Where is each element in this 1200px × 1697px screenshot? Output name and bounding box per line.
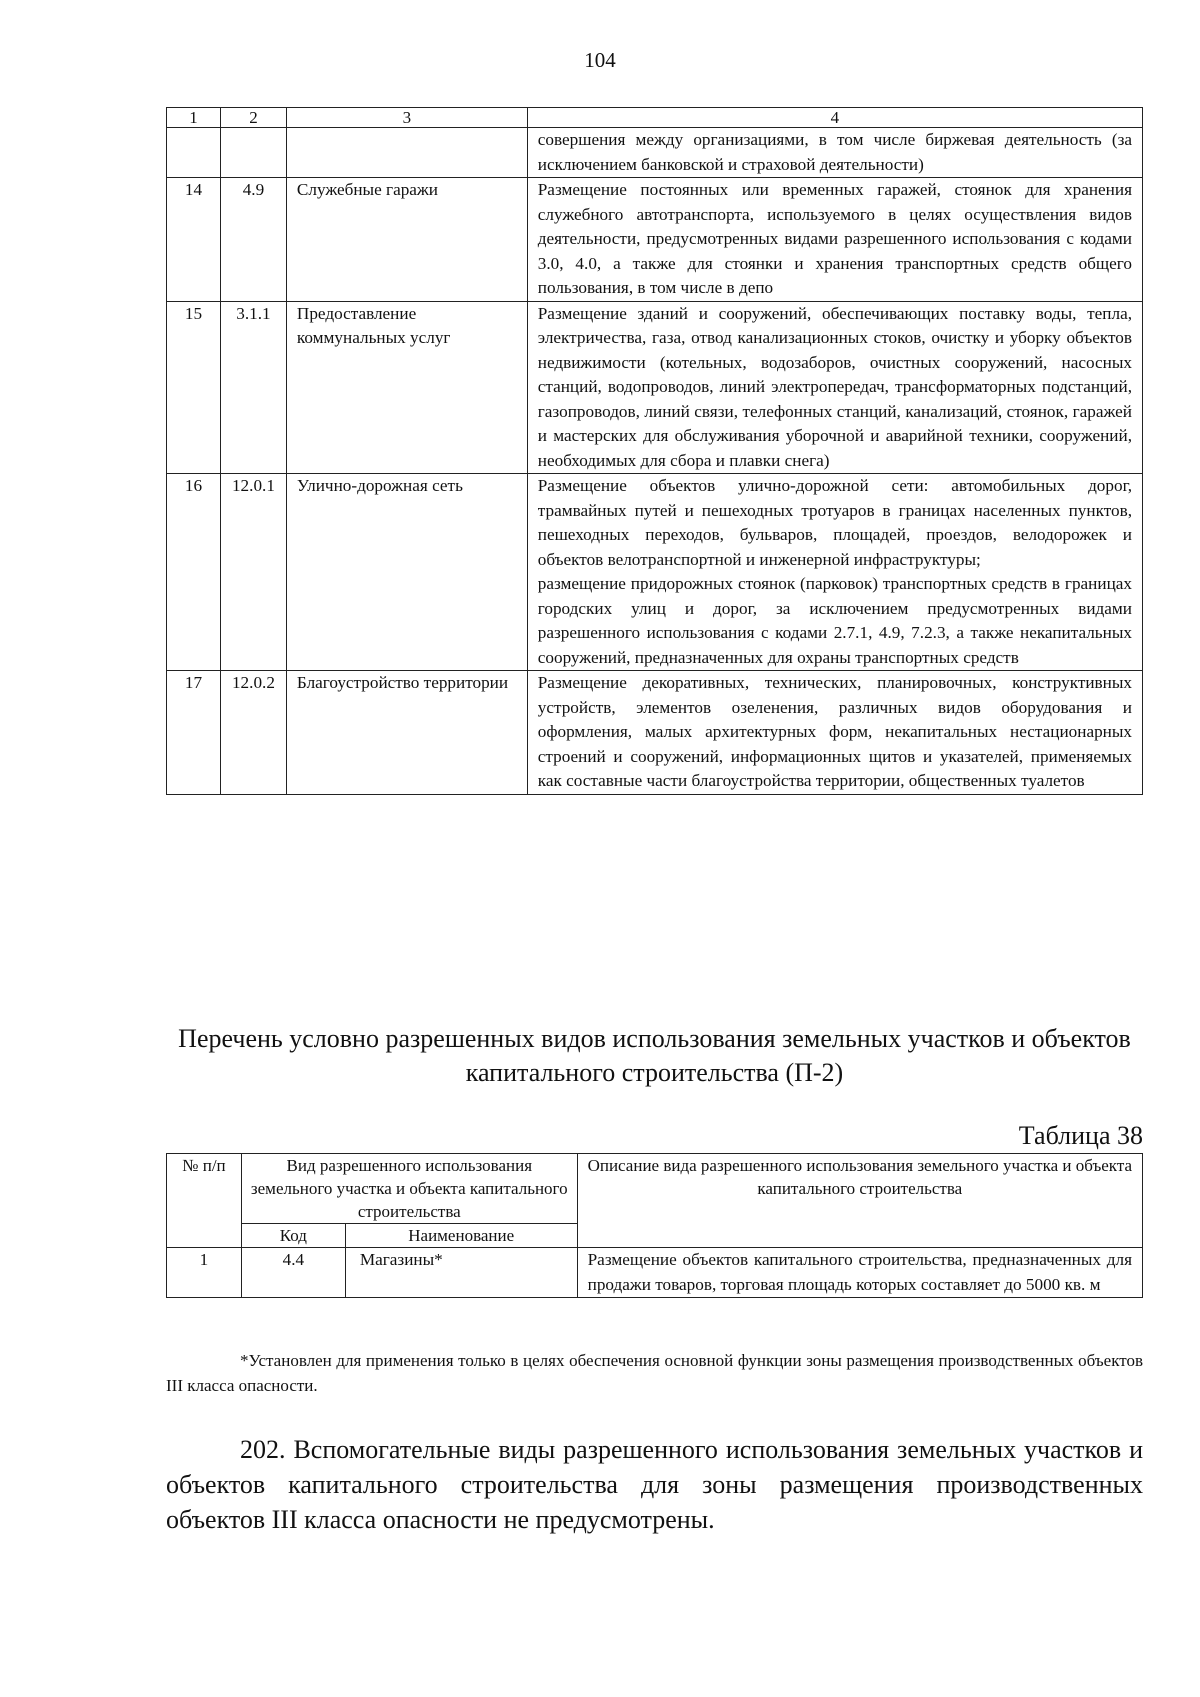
- row-description: [527, 474, 1142, 671]
- header-row: [167, 1154, 1143, 1224]
- header-number: № п/п: [167, 1154, 242, 1248]
- header-code: Код: [241, 1224, 345, 1248]
- header-name: Наименование: [345, 1224, 577, 1248]
- row-number: 14: [167, 178, 221, 302]
- row-code: 4.4: [241, 1248, 345, 1298]
- header-kind: Вид разрешенного использования земельного участка и объекта капитального строительства: [241, 1154, 577, 1224]
- column-number: 2: [220, 108, 286, 128]
- row-number: 16: [167, 474, 221, 671]
- description-text: размещение придорожных стоянок (парковок) транспортных средств в границах городских улиц и дорог, за исключением предусмотренных видами разрешенного использования с кодами 2.7.1, 4.9, 7.2.3, а также некапитальных сооружений, предназначенных для охраны транспортных средств: [537, 574, 1132, 667]
- table-row: [167, 301, 1143, 474]
- description-text: Размещение декоративных, технических, планировочных, конструктивных устройств, элементов озеленения, различных видов оборудования и оформления, малых архитектурных форм, некапитальных нестационарных строений и сооружений, информационных щитов и указателей, применяемых как составные части благоустройства территории, общественных туалетов: [537, 673, 1132, 790]
- description-text: совершения между организациями, в том числе биржевая деятельность (за исключением банковской и страховой деятельности): [537, 130, 1132, 174]
- row-description: [527, 178, 1142, 302]
- description-text: Размещение зданий и сооружений, обеспечивающих поставку воды, тепла, электричества, газа, отвод канализационных стоков, очистку и уборку объектов недвижимости (котельных, водозаборов, очистных сооружений, насосных станций, водопроводов, линий электропередач, трансформаторных подстанций, газопроводов, линий связи, телефонных станций, канализаций, стоянок, гаражей и мастерских для обслуживания уборочной и аварийной техники, сооружений, необходимых для сбора и плавки снега): [537, 303, 1132, 470]
- row-number: 17: [167, 671, 221, 795]
- row-code: 4.9: [220, 178, 286, 302]
- row-number: [167, 128, 221, 178]
- section-title: Перечень условно разрешенных видов использования земельных участков и объектов капитального строительства (П-2): [178, 1024, 1131, 1087]
- land-use-table: [166, 107, 1143, 795]
- row-code: [220, 128, 286, 178]
- row-name: Улично-дорожная сеть: [286, 474, 527, 671]
- row-name: Магазины*: [345, 1248, 577, 1298]
- table-row: [167, 178, 1143, 302]
- row-description: [527, 671, 1142, 795]
- table-label: Таблица 38: [1018, 1121, 1143, 1150]
- row-code: 3.1.1: [220, 301, 286, 474]
- footnote: *Установлен для применения только в целях обеспечения основной функции зоны размещения производственных объектов III класса опасности.: [166, 1351, 1143, 1395]
- row-name: Предоставление коммунальных услуг: [286, 301, 527, 474]
- row-code: 12.0.1: [220, 474, 286, 671]
- row-name: Служебные гаражи: [286, 178, 527, 302]
- paragraph-202: 202. Вспомогательные виды разрешенного использования земельных участков и объектов капитального строительства для зоны размещения производственных объектов III класса опасности не предусмотрены.: [166, 1435, 1143, 1534]
- column-number: 1: [167, 108, 221, 128]
- row-number: 1: [167, 1248, 242, 1298]
- row-description: [527, 128, 1142, 178]
- table-row: [167, 1248, 1143, 1298]
- conditional-use-table: [166, 1153, 1143, 1298]
- description-text: Размещение объектов улично-дорожной сети: автомобильных дорог, трамвайных путей и пешеходных тротуаров в границах населенных пунктов, пешеходных переходов, бульваров, площадей, проездов, велодорожек и объектов велотранспортной и инженерной инфраструктуры;: [537, 476, 1132, 569]
- row-description: Размещение объектов капитального строительства, предназначенных для продажи товаров, торговая площадь которых составляет до 5000 кв. м: [577, 1248, 1142, 1298]
- row-number: 15: [167, 301, 221, 474]
- row-name: [286, 128, 527, 178]
- header-description: Описание вида разрешенного использования земельного участка и объекта капитального строительства: [577, 1154, 1142, 1248]
- row-description: [527, 301, 1142, 474]
- page-number: 104: [584, 48, 616, 72]
- table-row: [167, 474, 1143, 671]
- table-row: [167, 671, 1143, 795]
- row-name: Благоустройство территории: [286, 671, 527, 795]
- table-row: [167, 128, 1143, 178]
- column-number: 3: [286, 108, 527, 128]
- column-number-row: [167, 108, 1143, 128]
- description-text: Размещение постоянных или временных гаражей, стоянок для хранения служебного автотранспорта, используемого в целях осуществления видов деятельности, предусмотренных видами разрешенного использования с кодами 3.0, 4.0, а также для стоянки и хранения транспортных средств общего пользования, в том числе в депо: [537, 180, 1132, 297]
- column-number: 4: [527, 108, 1142, 128]
- row-code: 12.0.2: [220, 671, 286, 795]
